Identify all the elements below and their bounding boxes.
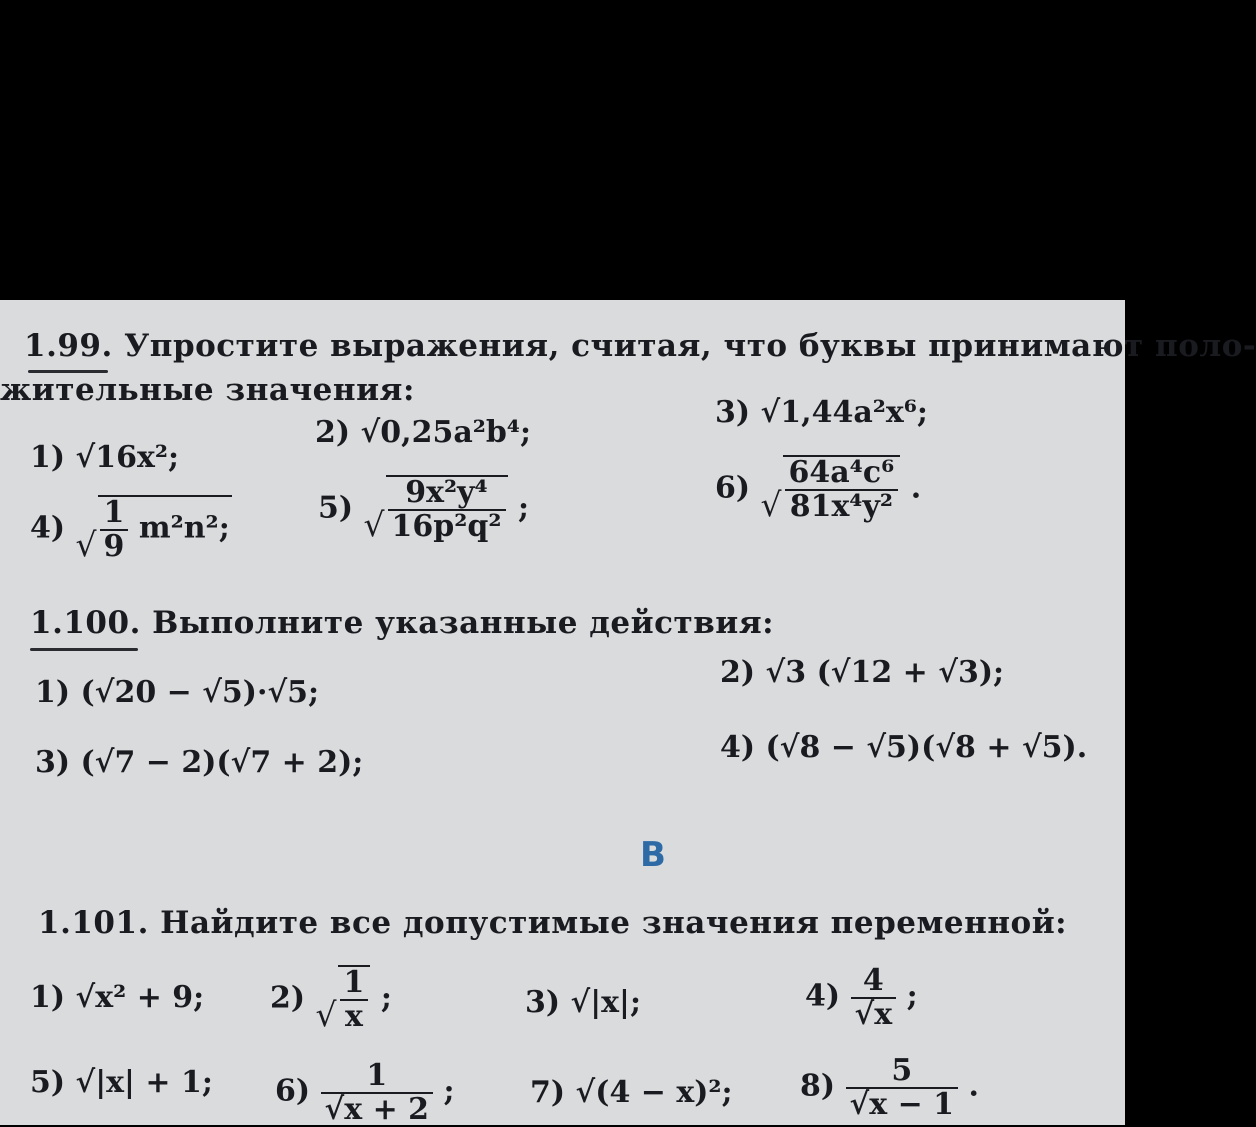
item-1-101-3: 3) √|x|;	[525, 985, 642, 1020]
task-number: 1.99.	[24, 328, 113, 364]
item-1-100-1: 1) (√20 − √5)·√5;	[35, 675, 320, 710]
level-letter: B	[640, 835, 666, 875]
task-number: 1.101.	[38, 905, 149, 941]
task-header-1-100	[30, 605, 774, 641]
radical: √ $\frac{1}{9}$ m²n²;	[76, 495, 232, 562]
task-text: Упростите выражения, считая, что буквы принимают поло-	[124, 328, 1256, 364]
item-1-101-8: 8) $\frac{5}{√x - 1}$ .	[800, 1053, 979, 1122]
radical: √ $\frac{\text{64a⁴c⁶}}{\text{81x⁴y²}}$	[761, 455, 901, 522]
item-1-99-6: 6) √ $\frac{\text{64a⁴c⁶}}{\text{81x⁴y²}}$ .	[715, 455, 921, 522]
item-1-99-2: 2) √0,25a²b⁴;	[315, 415, 532, 450]
item-1-101-4: 4) $\frac{4}{√x}$ ;	[805, 963, 918, 1032]
task-text: Выполните указанные действия:	[152, 605, 775, 641]
textbook-page	[0, 300, 1256, 1127]
task-number: 1.100.	[30, 605, 141, 641]
item-1-101-7: 7) √(4 − x)²;	[530, 1075, 733, 1110]
underline	[30, 648, 138, 651]
item-1-100-2: 2) √3 (√12 + √3);	[720, 655, 1005, 690]
item-1-99-4: 4) √ $\frac{1}{9}$ m²n²;	[30, 495, 232, 562]
radical: √ $\frac{\text{9x²y⁴}}{\text{16p²q²}}$	[364, 475, 508, 542]
task-text: Найдите все допустимые значения переменной:	[160, 905, 1068, 941]
item-1-100-4: 4) (√8 − √5)(√8 + √5).	[720, 730, 1088, 765]
radical: √ $\frac{1}{x}$	[316, 965, 371, 1032]
item-1-99-3: 3) √1,44a²x⁶;	[715, 395, 928, 430]
task-header-1-99-cont: жительные значения:	[0, 372, 415, 408]
item-1-101-1: 1) √x² + 9;	[30, 980, 205, 1015]
item-1-101-6: 6) $\frac{1}{√x + 2}$ ;	[275, 1058, 455, 1127]
task-header-1-99	[24, 328, 1256, 364]
item-1-101-5: 5) √|x| + 1;	[30, 1065, 213, 1100]
item-1-99-1: 1) √16x²;	[30, 440, 180, 475]
item-1-100-3: 3) (√7 − 2)(√7 + 2);	[35, 745, 364, 780]
item-1-101-2: 2) √ $\frac{1}{x}$ ;	[270, 965, 392, 1032]
task-header-1-101	[38, 905, 1067, 941]
item-1-99-5: 5) √ $\frac{\text{9x²y⁴}}{\text{16p²q²}}$ ;	[318, 475, 529, 542]
